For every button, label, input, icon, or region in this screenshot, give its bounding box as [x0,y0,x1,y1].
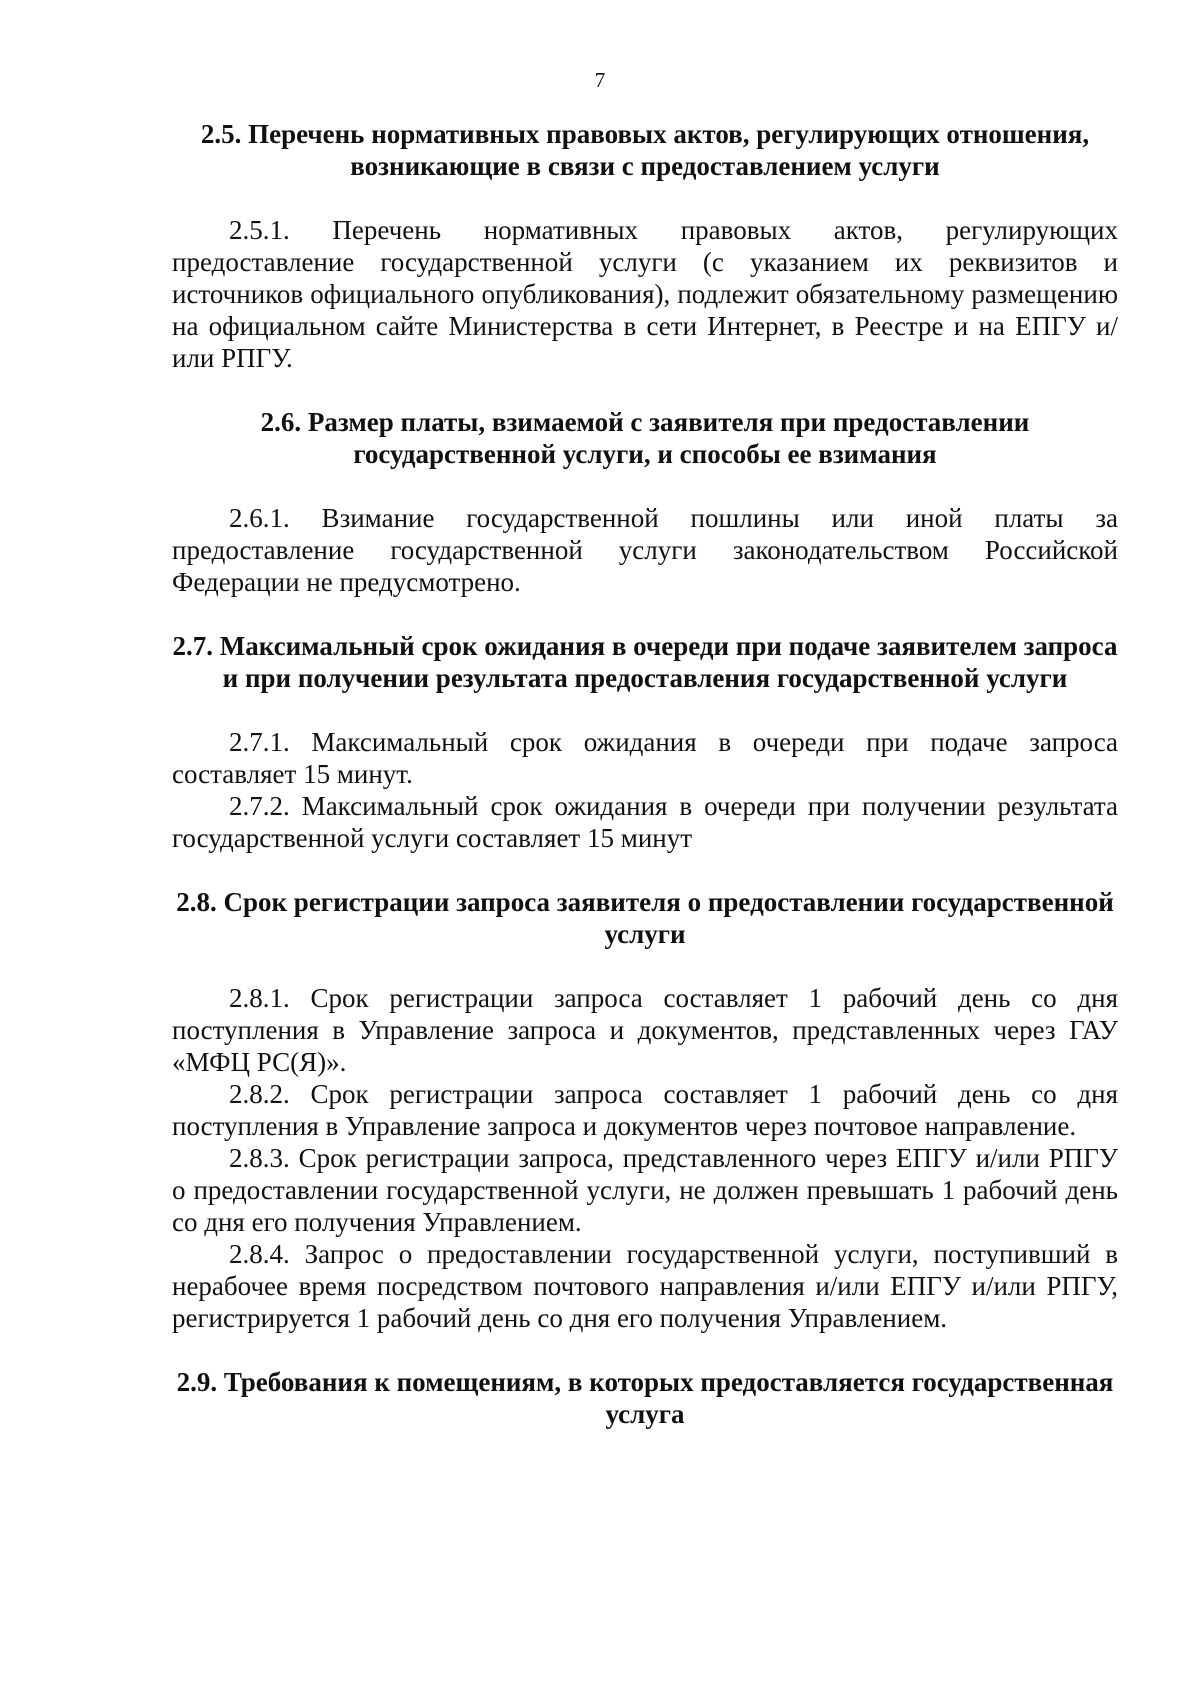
paragraph: 2.7.2. Максимальный срок ожидания в очереди при получении результата государственной услуги составляет 15 минут [172,791,1118,853]
section-heading: 2.8. Срок регистрации запроса заявителя о предоставлении государственной услуги [176,887,1114,949]
section-heading: 2.6. Размер платы, взимаемой с заявителя при предоставлении государственной услуги, и способы ее взимания [260,407,1030,469]
paragraph: 2.8.1. Срок регистрации запроса составляет 1 рабочий день со дня поступления в Управление запроса и документов, представленных через ГАУ «МФЦ РС(Я)». [172,983,1118,1077]
paragraph: 2.6.1. Взимание государственной пошлины или иной платы за предоставление государственной услуги законодательством Российской Федерации не предусмотрено. [172,503,1118,597]
section-2-5 [172,118,1118,374]
section-heading: 2.5. Перечень нормативных правовых актов, регулирующих отношения, возникающие в связи с предоставлением услуги [200,119,1090,181]
paragraph: 2.5.1. Перечень нормативных правовых актов, регулирующих предоставление государственной услуги (с указанием их реквизитов и источников официального опубликования), подлежит обязательному размещению на официальном сайте Министерства в сети Интернет, в Реестре и на ЕПГУ и/или РПГУ. [172,215,1118,373]
paragraph: 2.8.4. Запрос о предоставлении государственной услуги, поступивший в нерабочее время посредством почтового направления и/или ЕПГУ и/или РПГУ, регистрируется 1 рабочий день со дня его получения Управлением. [172,1239,1118,1333]
paragraph: 2.8.3. Срок регистрации запроса, представленного через ЕПГУ и/или РПГУ о предоставлении государственной услуги, не должен превышать 1 рабочий день со дня его получения Управлением. [172,1143,1118,1237]
page-number: 7 [594,68,606,92]
document-body [172,118,1118,1430]
section-heading: 2.9. Требования к помещениям, в которых предоставляется государственная услуга [176,1367,1114,1429]
paragraph: 2.7.1. Максимальный срок ожидания в очереди при подаче запроса составляет 15 минут. [172,727,1118,789]
section-2-6 [172,406,1118,598]
section-heading: 2.7. Максимальный срок ожидания в очереди при подаче заявителем запроса и при получении результата предоставления государственной услуги [172,631,1118,693]
section-2-7 [172,630,1118,854]
section-2-9 [172,1366,1118,1430]
paragraph: 2.8.2. Срок регистрации запроса составляет 1 рабочий день со дня поступления в Управление запроса и документов через почтовое направление. [172,1079,1118,1141]
section-2-8 [172,886,1118,1334]
